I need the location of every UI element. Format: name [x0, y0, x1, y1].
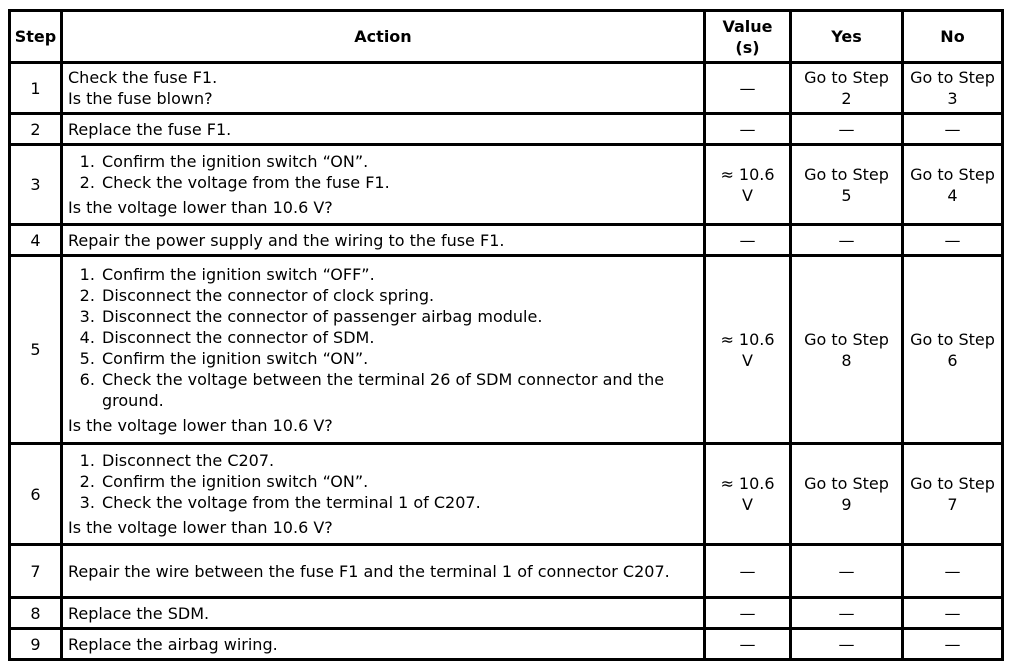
no-step: 3	[947, 89, 958, 108]
no-cell: —	[903, 114, 1003, 145]
yes-label: Go to Step	[804, 474, 889, 493]
value-unit: V	[742, 350, 753, 370]
action-text: Check the fuse F1.	[68, 68, 218, 87]
table-row	[10, 629, 1003, 660]
table-row	[10, 545, 1003, 598]
header-value-line2: (s)	[735, 37, 760, 57]
substep: 1. Confirm the ignition switch “ON”.	[100, 151, 699, 172]
yes-step: 8	[841, 350, 852, 370]
value-cell: —	[705, 225, 791, 256]
table-row	[10, 225, 1003, 256]
step-number: 6	[10, 444, 62, 545]
action-question: Is the voltage lower than 10.6 V?	[68, 198, 333, 217]
yes-label: Go to Step	[804, 329, 889, 349]
action-text: Replace the airbag wiring.	[62, 629, 705, 660]
no-cell: —	[903, 629, 1003, 660]
substep-list	[68, 450, 699, 513]
value-cell: —	[705, 629, 791, 660]
header-value-line1: Value	[722, 16, 773, 36]
no-step: 4	[947, 185, 958, 205]
value-cell: —	[705, 114, 791, 145]
substep: 3. Check the voltage from the terminal 1 of C207.	[100, 492, 699, 513]
substep: 1. Confirm the ignition switch “OFF”.	[100, 264, 699, 285]
action-text: Repair the power supply and the wiring to the fuse F1.	[62, 225, 705, 256]
header-value	[705, 11, 791, 63]
step-number: 9	[10, 629, 62, 660]
substep: 5. Confirm the ignition switch “ON”.	[100, 348, 699, 369]
value-number: ≈ 10.6	[720, 164, 775, 184]
no-label: Go to Step	[910, 329, 995, 349]
no-cell: —	[903, 545, 1003, 598]
header-row	[10, 11, 1003, 63]
yes-step: 5	[841, 185, 852, 205]
table-row	[10, 145, 1003, 225]
value-unit: V	[742, 495, 753, 514]
yes-cell: —	[791, 114, 903, 145]
header-no: No	[903, 11, 1003, 63]
no-cell: —	[903, 225, 1003, 256]
step-number: 5	[10, 256, 62, 444]
action-cell	[62, 63, 705, 114]
header-action: Action	[62, 11, 705, 63]
substep: 1. Disconnect the C207.	[100, 450, 699, 471]
substep: 2. Disconnect the connector of clock spring.	[100, 285, 699, 306]
yes-cell: —	[791, 225, 903, 256]
no-label: Go to Step	[910, 68, 995, 87]
header-yes: Yes	[791, 11, 903, 63]
no-step: 6	[947, 350, 958, 370]
value-cell: —	[705, 63, 791, 114]
diagnostic-table	[8, 9, 1004, 661]
yes-cell	[791, 63, 903, 114]
action-question: Is the fuse blown?	[68, 89, 213, 108]
action-text: Replace the fuse F1.	[62, 114, 705, 145]
yes-cell: —	[791, 545, 903, 598]
value-number: ≈ 10.6	[720, 329, 775, 349]
action-text: Replace the SDM.	[62, 598, 705, 629]
no-label: Go to Step	[910, 474, 995, 493]
yes-label: Go to Step	[804, 164, 889, 184]
value-cell: —	[705, 598, 791, 629]
yes-step: 9	[841, 495, 852, 514]
value-unit: V	[742, 185, 753, 205]
substep: 6. Check the voltage between the terminal 26 of SDM connector and the ground.	[100, 369, 699, 411]
no-cell	[903, 444, 1003, 545]
action-cell	[62, 444, 705, 545]
step-number: 7	[10, 545, 62, 598]
no-cell	[903, 256, 1003, 444]
step-number: 1	[10, 63, 62, 114]
table-row	[10, 256, 1003, 444]
value-cell	[705, 256, 791, 444]
table-row	[10, 114, 1003, 145]
yes-cell: —	[791, 629, 903, 660]
value-cell	[705, 444, 791, 545]
no-cell	[903, 145, 1003, 225]
value-cell	[705, 145, 791, 225]
substep-list	[68, 264, 699, 411]
value-cell: —	[705, 545, 791, 598]
action-cell	[62, 145, 705, 225]
value-number: ≈ 10.6	[720, 474, 775, 493]
step-number: 8	[10, 598, 62, 629]
no-label: Go to Step	[910, 164, 995, 184]
table-row	[10, 63, 1003, 114]
yes-cell: —	[791, 598, 903, 629]
yes-cell	[791, 256, 903, 444]
no-cell	[903, 63, 1003, 114]
substep: 4. Disconnect the connector of SDM.	[100, 327, 699, 348]
no-cell: —	[903, 598, 1003, 629]
header-step: Step	[10, 11, 62, 63]
action-question: Is the voltage lower than 10.6 V?	[68, 415, 333, 435]
substep-list	[68, 151, 699, 193]
table-row	[10, 444, 1003, 545]
action-text: Repair the wire between the fuse F1 and the terminal 1 of connector C207.	[62, 545, 705, 598]
action-question: Is the voltage lower than 10.6 V?	[68, 518, 333, 537]
step-number: 4	[10, 225, 62, 256]
yes-cell	[791, 444, 903, 545]
step-number: 3	[10, 145, 62, 225]
yes-step: 2	[841, 89, 852, 108]
substep: 2. Confirm the ignition switch “ON”.	[100, 471, 699, 492]
action-cell	[62, 256, 705, 444]
substep: 3. Disconnect the connector of passenger airbag module.	[100, 306, 699, 327]
no-step: 7	[947, 495, 958, 514]
yes-label: Go to Step	[804, 68, 889, 87]
step-number: 2	[10, 114, 62, 145]
yes-cell	[791, 145, 903, 225]
table-row	[10, 598, 1003, 629]
substep: 2. Check the voltage from the fuse F1.	[100, 172, 699, 193]
